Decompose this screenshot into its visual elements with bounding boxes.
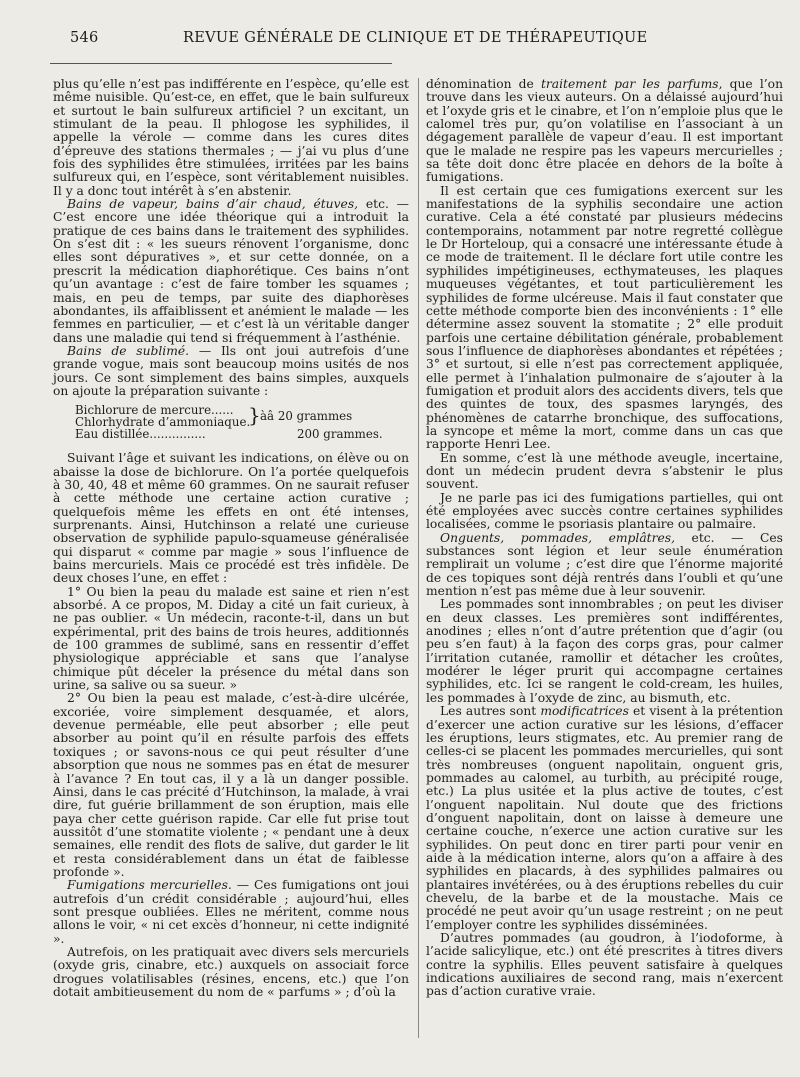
formula-line: Eau distillée............... <box>75 427 206 442</box>
paragraph: Autrefois, on les pratiquait avec divers sels mercuriels (oxyde gris, cinabre, etc.) auxquels on associait force drogues volatilisables (résines, encens, etc.) que l’on dotait ambitieusement du nom de « parfums » ; d’où la <box>53 944 409 999</box>
paragraph <box>53 198 409 345</box>
formula-line: Bichlorure de mercure...... <box>75 403 234 418</box>
paragraph <box>426 532 783 599</box>
left-column <box>53 78 409 999</box>
paragraph <box>426 705 783 932</box>
formula <box>75 404 409 444</box>
paragraph: Suivant l’âge et suivant les indications, on élève ou on abaisse la dose de bichlorure. On l’a portée quelquefois à 30, 40, 48 et même 60 grammes. On ne saurait refuser à cette méthode une certaine action curative ; quelquefois même les effets en ont été intenses, surprenants. Ainsi, Hutchinson a relaté une curieuse observation de syphilide papulo-squameuse généralisée qui disparut « comme par magie » sous l’influence de bains mercuriels. Mais ce procédé est très infidèle. De deux choses l’une, en effet : <box>53 451 409 586</box>
paragraph-text: — Ces fumigations ont joui autrefois d’un crédit considérable ; aujourd’hui, elles sont presque oubliées. Elles ne méritent, comme nous allons le voir, « ni cet excès d’honneur, ni cette indignité ». <box>53 878 409 946</box>
paragraph-text: dénomination de <box>426 77 541 91</box>
paragraph-text: Les autres sont <box>440 704 541 719</box>
paragraph: plus qu’elle n’est pas indifférente en l’espèce, qu’elle est même nuisible. Qu’est-ce, en effet, que le bain sulfureux et surtout le bain sulfureux artificiel ? un excitant, un stimulant de la peau. Il phlogose les syphilides, il appelle la vérole — comme dans les cures dites d’épreuve des stations thermales ; — j’ai vu plus d’une fois des syphilides être stimulées, irritées par les bains sulfureux qui, en l’espèce, sont véritablement nuisibles. Il y a donc tout intérêt à s’en abstenir. <box>53 77 409 198</box>
paragraph: Je ne parle pas ici des fumigations partielles, qui ont été employées avec succès contre certaines syphilides localisées, comme le psoriasis plantaire ou palmaire. <box>426 490 783 532</box>
paragraph: 2° Ou bien la peau est malade, c’est-à-dire ulcérée, excoriée, voire simplement desquamée, et alors, devenue perméable, elle peut absorber ; elle peut absorber au point qu’il en résulte parfois des effets toxiques ; or savons-nous ce qui peut résulter d’une absorption que nous ne sommes pas en état de mesurer à l’avance ? En tout cas, il y a là un danger possible. Ainsi, dans le cas précité d’Hutchinson, la malade, à vrai dire, fut guérie brillamment de son éruption, mais elle paya cher cette guérison rapide. Car elle fut prise tout aussitôt d’une stomatite violente ; « pendant une à deux semaines, elle rendit des flots de salive, dut garder le lit et resta considérablement dans un état de faiblesse profonde ». <box>53 691 409 879</box>
brace: } <box>248 403 261 428</box>
section-heading: Onguents, pommades, emplâtres, <box>440 530 675 545</box>
paragraph-text: , que l’on trouve dans les vieux auteurs. On a délaissé aujourd’hui et l’oxyde gris et le cinabre, et l’on n’emploie plus que le calomel très pur, qu’on volatilise en l’associant à un dégagement parallèle de vapeur d’eau. Il est important que le malade ne respire pas les vapeurs mercurielles ; sa tête doit donc être placée en dehors de la boîte à fumigations. <box>426 77 783 185</box>
right-column <box>426 78 783 999</box>
formula-dose: 200 grammes. <box>297 427 383 442</box>
running-header <box>50 30 780 54</box>
paragraph-text: etc. — Ces substances sont légion et leur seule énumération remplirait un volume ; c’est dire que l’énorme majorité de ces topiques sont déjà rentrés dans l’oubli et qu’une mention n’est pas même due à leur souvenir. <box>426 530 783 599</box>
paragraph: D’autres pommades (au goudron, à l’iodoforme, à l’acide salicylique, etc.) ont été prescrites à titres divers contre la syphilis. Elles peuvent satisfaire à quelques indications auxiliaires de second rang, mais n’exercent pas d’action curative vraie. <box>426 931 783 999</box>
running-title: REVUE GÉNÉRALE DE CLINIQUE ET DE THÉRAPEUTIQUE <box>183 30 648 46</box>
header-rule <box>50 63 392 64</box>
formula-dose: àâ 20 grammes <box>260 409 353 424</box>
paragraph <box>53 345 409 398</box>
paragraph-text: etc. — C’est encore une idée théorique qui a introduit la pratique de ces bains dans le traitement des syphilides. On s’est dit : « les sueurs rénovent l’organisme, donc elles sont dépuratives », et sur cette donnée, on a prescrit la médication diaphorétique. Ces bains n’ont qu’un avantage : c’est de faire tomber les squames ; mais, en peu de temps, par suite des diaphorèses abondantes, ils affaiblissent et anémient le malade — les femmes en particulier, — et c’est là un véritable danger dans une maladie qui tend si fréquemment à l’asthénie. <box>53 197 409 345</box>
paragraph-text: — Ils ont joui autrefois d’une grande vogue, mais sont beaucoup moins usités de nos jours. Ce sont simplement des bains simples, auxquels on ajoute la préparation suivante : <box>53 343 409 398</box>
paragraph: 1° Ou bien la peau du malade est saine et rien n’est absorbé. A ce propos, M. Diday a cité un fait curieux, à ne pas oublier. « Un médecin, raconte-t-il, dans un but expérimental, prit des bains de trois heures, additionnés de 100 grammes de sublimé, sans en ressentir d’effet physiologique appréciable et sans que l’analyse chimique pût déceler la présence du métal dans son urine, sa salive ou sa sueur. » <box>53 584 409 693</box>
section-heading: Bains de sublimé. <box>67 343 190 358</box>
paragraph <box>53 879 409 946</box>
page-number: 546 <box>70 30 99 46</box>
formula-line: Chlorhydrate d’ammoniaque. <box>75 415 251 430</box>
paragraph-text: et visent à la prétention d’exercer une action curative sur les lésions, d’effacer les éruptions, leurs stigmates, etc. Au premier rang de celles-ci se placent les pommades mercurielles, qui sont très nombreuses (onguent napolitain, onguent gris, pommades au calomel, au turbith, au précipité rouge, etc.) La plus usitée et la plus active de toutes, c’est l’onguent napolitain. Nul doute que des frictions d’onguent napolitain, dont on laisse à demeure une certaine couche, n’exerce une action curative sur les syphilides. On peut donc en tirer parti pour venir en aide à la médication interne, alors qu’on a affaire à des syphilides en placards, à des syphilides palmaires ou plantaires invétérées, ou à des éruptions rebelles du cuir chevelu, de la barbe et de la moustache. Mais ce procédé ne peut avoir qu’un usage restreint ; on ne peut l’employer contre les syphilides disséminées. <box>426 704 783 932</box>
emphasis: modificatrices <box>540 704 629 719</box>
paragraph <box>426 78 783 185</box>
paragraph: Il est certain que ces fumigations exercent sur les manifestations de la syphilis secondaire une action curative. Cela a été constaté par plusieurs médecins contemporains, notamment par notre regretté collègue le Dr Horteloup, qui a consacré une intéressante étude à ce mode de traitement. Il le déclare fort utile contre les syphilides impétigineuses, ecthymateuses, les plaques muqueuses végétantes, et tout particulièrement les syphilides de forme ulcéreuse. Mais il faut constater que cette méthode comporte bien des inconvénients : 1° elle détermine assez souvent la stomatite ; 2° elle produit parfois une certaine débilitation générale, probablement sous l’influence de diaphorèses abondantes et répétées ; 3° et surtout, si elle n’est pas correctement appliquée, elle permet à l’inhalation pulmonaire de s’ajouter à la fumigation et produit alors des accidents divers, tels que des quintes de toux, des spasmes laryngés, des phénomènes de catarrhe bronchique, des suffocations, la syncope et même la mort, comme dans un cas que rapporte Henri Lee. <box>426 183 783 452</box>
paragraph: Les pommades sont innombrables ; on peut les diviser en deux classes. Les premières sont indifférentes, anodines ; elles n’ont d’autre prétention que d’agir (ou peu s’en faut) à la façon des corps gras, pour calmer l’irritation cutanée, ramollir et détacher les croûtes, modérer le léger prurit qui accompagne certaines syphilides, etc. Ici se rangent le cold-cream, les huiles, les pommades à l’oxyde de zinc, au bismuth, etc. <box>426 597 783 705</box>
section-heading: Bains de vapeur, bains d’air chaud, étuves, <box>67 197 359 212</box>
paragraph: En somme, c’est là une méthode aveugle, incertaine, dont un médecin prudent devra s’abstenir le plus souvent. <box>426 450 783 492</box>
emphasis: traitement par les parfums <box>540 77 719 91</box>
column-divider <box>418 78 419 1038</box>
section-heading: Fumigations mercurielles. <box>67 878 232 893</box>
